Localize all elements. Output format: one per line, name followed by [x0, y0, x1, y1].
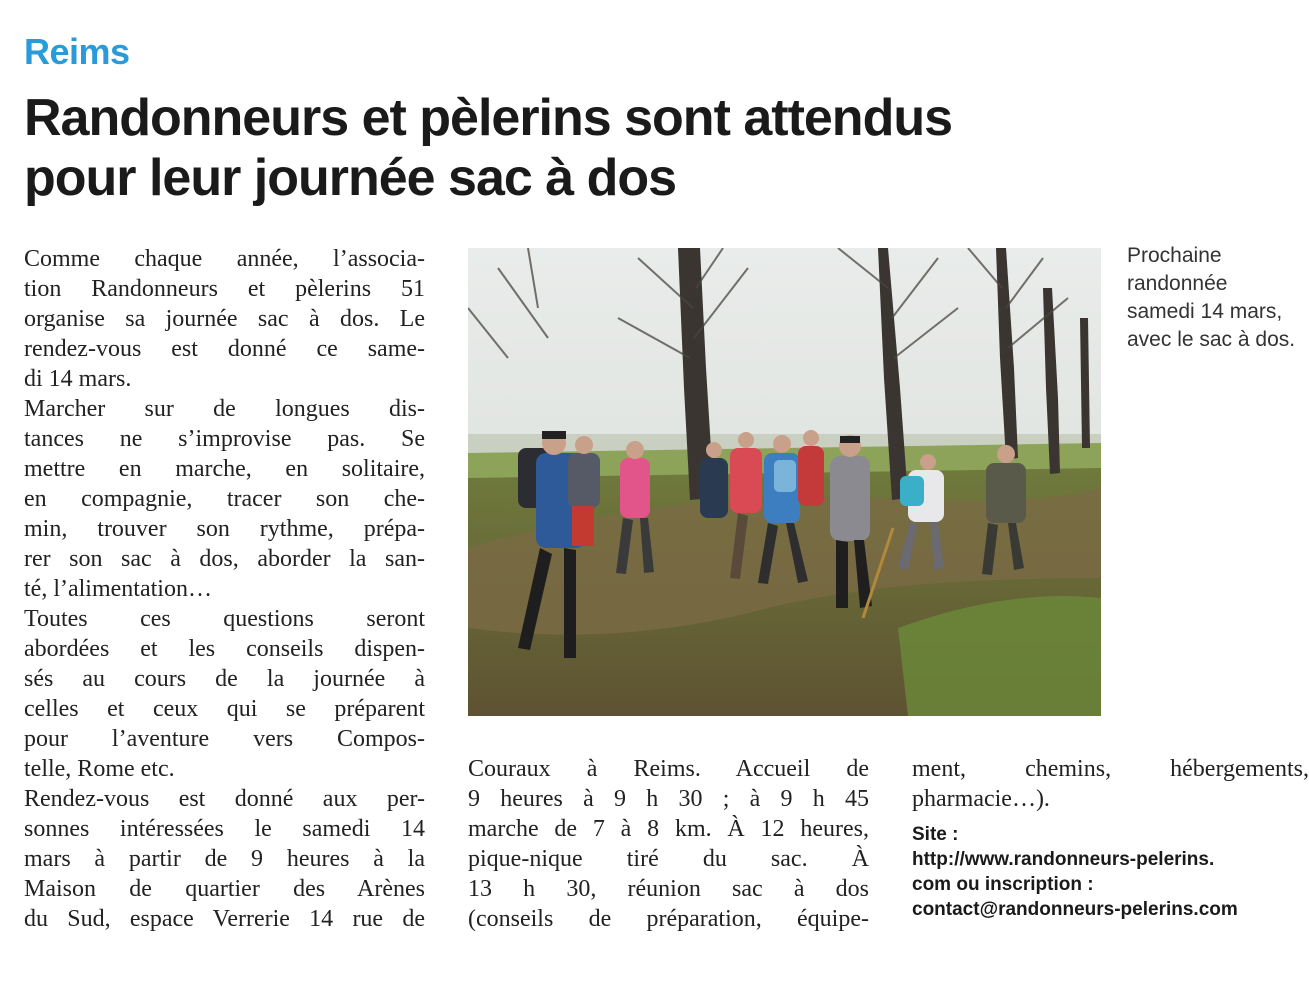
photo-caption: [1127, 242, 1309, 354]
text-line: (conseils de préparation, équipe-: [468, 906, 869, 932]
text-line: té, l’alimentation…: [24, 576, 212, 602]
text-line: abordées et les conseils dispen-: [24, 636, 425, 662]
paragraph-intro: [24, 244, 425, 394]
text-line: marche de 7 à 8 km. À 12 heures,: [468, 816, 869, 842]
headline-line: Randonneurs et pèlerins sont attendus: [24, 89, 953, 147]
text-line: 13 h 30, réunion sac à dos: [468, 876, 869, 902]
text-line: organise sa journée sac à dos. Le: [24, 306, 425, 332]
caption-line: samedi 14 mars,: [1127, 300, 1283, 323]
paragraph-preparation: [24, 394, 425, 604]
text-line: du Sud, espace Verrerie 14 rue de: [24, 906, 425, 932]
section-kicker: Reims: [24, 31, 130, 72]
text-line: tances ne s’improvise pas. Se: [24, 426, 425, 452]
text-line: 9 heures à 9 h 30 ; à 9 h 45: [468, 786, 869, 812]
text-line: telle, Rome etc.: [24, 756, 175, 782]
hikers-photo: [468, 248, 1101, 716]
text-line: tion Randonneurs et pèlerins 51: [24, 276, 425, 302]
paragraph-questions: [24, 604, 425, 784]
text-line: Toutes ces questions seront: [24, 606, 425, 632]
text-line: Couraux à Reims. Accueil de: [468, 756, 869, 782]
text-line: mettre en marche, en solitaire,: [24, 456, 425, 482]
caption-line: avec le sac à dos.: [1127, 328, 1296, 351]
website-link[interactable]: http://www.randonneurs-pelerins.: [912, 849, 1215, 870]
text-line: pharmacie…).: [912, 786, 1050, 812]
text-line: rendez-vous est donné ce same-: [24, 336, 425, 362]
paragraph-program: [468, 754, 869, 934]
text-line: di 14 mars.: [24, 366, 132, 392]
article-column-3: [912, 754, 1309, 922]
text-line: sonnes intéressées le samedi 14: [24, 816, 425, 842]
text-line: min, trouver son rythme, prépa-: [24, 516, 425, 542]
paragraph-program-end: [912, 754, 1309, 814]
text-line: mars à partir de 9 heures à la: [24, 846, 425, 872]
paragraph-rendezvous: [24, 784, 425, 934]
text-line: rer son sac à dos, aborder la san-: [24, 546, 425, 572]
text-line: Maison de quartier des Arènes: [24, 876, 425, 902]
text-line: Marcher sur de longues dis-: [24, 396, 425, 422]
text-line: pour l’aventure vers Compos-: [24, 726, 425, 752]
contact-info: [912, 822, 1309, 922]
article-column-1: [24, 244, 425, 934]
article-headline: [24, 88, 952, 208]
contact-email[interactable]: contact@randonneurs-pelerins.com: [912, 899, 1238, 920]
text-line: celles et ceux qui se préparent: [24, 696, 425, 722]
text-line: pique-nique tiré du sac. À: [468, 846, 869, 872]
text-line: sés au cours de la journée à: [24, 666, 425, 692]
article-column-2: [468, 754, 869, 934]
caption-line: randonnée: [1127, 272, 1228, 295]
headline-line: pour leur journée sac à dos: [24, 149, 677, 207]
text-line: Comme chaque année, l’associa-: [24, 246, 425, 272]
caption-line: Prochaine: [1127, 244, 1222, 267]
text-line: Rendez-vous est donné aux per-: [24, 786, 425, 812]
text-line: en compagnie, tracer son che-: [24, 486, 425, 512]
text-line: ment, chemins, hébergements,: [912, 756, 1309, 782]
site-label: Site :: [912, 824, 959, 845]
website-link-continued[interactable]: com ou inscription :: [912, 874, 1094, 895]
